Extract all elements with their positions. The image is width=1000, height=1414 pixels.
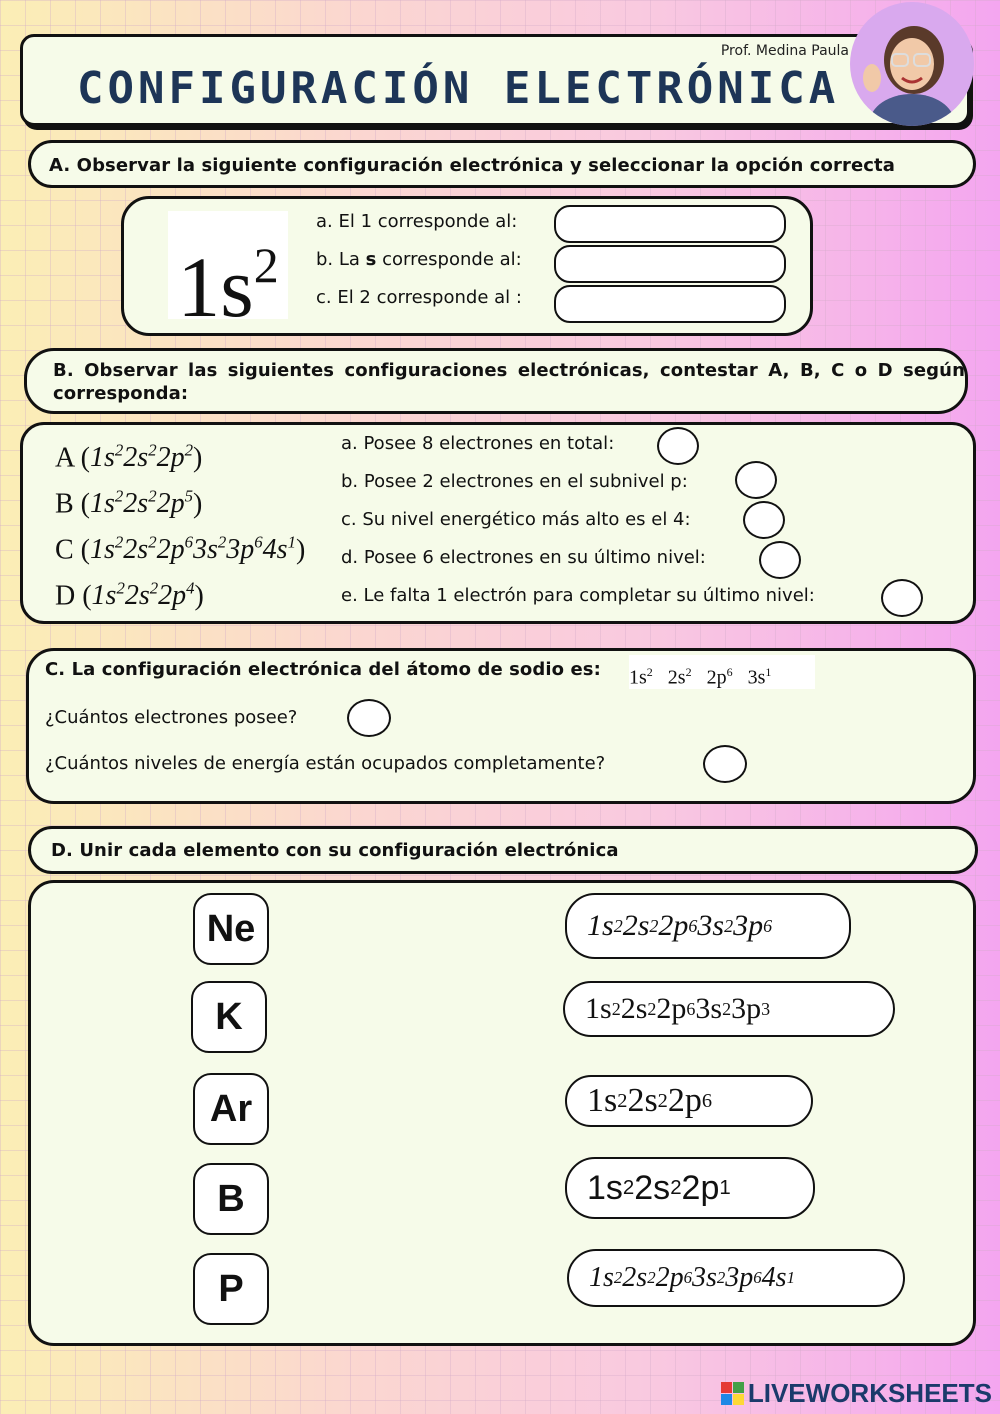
answer-b-d[interactable] xyxy=(759,541,801,579)
config-exponent: 6 xyxy=(701,1089,713,1112)
config-term: 3s xyxy=(695,992,723,1025)
config-term: 1s xyxy=(589,1262,614,1293)
element-b[interactable]: B xyxy=(193,1163,269,1235)
config-exponent: 2 xyxy=(647,998,657,1019)
config-exponent: 6 xyxy=(254,533,263,552)
element-k[interactable]: K xyxy=(191,981,267,1053)
config-term: 1s xyxy=(587,1168,623,1207)
answer-b-a[interactable] xyxy=(657,427,699,465)
config-term: 4s xyxy=(262,534,288,566)
question-b-d: d. Posee 6 electrones en su último nivel: xyxy=(341,547,706,568)
config-term: 2s xyxy=(124,580,150,612)
answer-b-c[interactable] xyxy=(743,501,785,539)
config-term: 1s xyxy=(629,666,647,689)
option-config xyxy=(90,488,193,519)
option-paren: ) xyxy=(192,488,203,520)
config-term: 2s xyxy=(123,488,149,520)
answer-b-b[interactable] xyxy=(735,461,777,499)
config-exponent: 2 xyxy=(611,998,621,1019)
option-config xyxy=(90,442,193,473)
option-letter: D ( xyxy=(55,580,92,612)
question-b-a: a. Posee 8 electrones en total: xyxy=(341,433,615,454)
question-c-1: ¿Cuántos electrones posee? xyxy=(45,707,298,728)
config-exponent: 1 xyxy=(719,1176,731,1199)
config-term: 1s xyxy=(585,992,612,1025)
config-term: 1s xyxy=(90,488,115,520)
option-letter: B ( xyxy=(55,488,90,520)
section-b-title: B. Observar las siguientes configuraciones electrónicas, contestar A, B, C o D según corresponda: xyxy=(24,348,968,414)
config-exponent: 2 xyxy=(184,441,193,460)
question-b-b: b. Posee 2 electrones en el subnivel p: xyxy=(341,471,688,492)
config-term: 2p xyxy=(681,1168,720,1207)
option-config xyxy=(92,580,195,611)
config-exponent: 6 xyxy=(184,533,193,552)
option-c xyxy=(55,533,305,566)
config-exponent: 2 xyxy=(148,441,157,460)
config-term: 2p xyxy=(158,580,187,612)
config-term: 3s xyxy=(697,909,725,942)
question-a-b: b. La s corresponde al: xyxy=(316,249,522,270)
config-term: 2p xyxy=(658,909,689,942)
config-exponent: 2 xyxy=(114,441,124,460)
config-term: 3p xyxy=(733,909,764,942)
section-b-body xyxy=(20,422,976,624)
config-term: 3p xyxy=(725,1262,754,1293)
config-exponent: 2 xyxy=(613,915,623,936)
config-exponent: 2 xyxy=(685,665,692,679)
config-term: 3p xyxy=(226,534,255,566)
config-exponent: 3 xyxy=(761,998,771,1019)
option-paren: ) xyxy=(295,534,306,566)
config-exponent: 2 xyxy=(716,1268,726,1287)
config-3[interactable] xyxy=(565,1075,813,1127)
config-term: 2s xyxy=(627,1082,658,1119)
avatar xyxy=(850,2,974,126)
liveworksheets-logo-icon xyxy=(721,1382,744,1405)
config-exponent: 2 xyxy=(148,533,157,552)
element-p[interactable]: P xyxy=(193,1253,269,1325)
footer-brand: LIVEWORKSHEETS xyxy=(721,1378,992,1409)
config-exponent: 2 xyxy=(149,579,159,598)
config-term: 3s xyxy=(732,666,766,689)
config-exponent: 1 xyxy=(765,665,772,679)
config-exponent: 2 xyxy=(622,1176,635,1199)
section-c-body xyxy=(26,648,976,804)
config-exponent: 2 xyxy=(724,915,734,936)
config-exponent: 6 xyxy=(753,1268,762,1287)
config-exponent: 2 xyxy=(148,487,157,506)
config-term: 1s xyxy=(90,534,115,566)
config-exponent: 2 xyxy=(617,1089,628,1112)
config-4[interactable] xyxy=(565,1157,815,1219)
config-exponent: 2 xyxy=(217,533,227,552)
config-term: 1s xyxy=(587,1082,618,1119)
config-term: 1s xyxy=(587,909,614,942)
config-term: 2s xyxy=(622,909,650,942)
config-term: 2s xyxy=(652,666,686,689)
config-1[interactable] xyxy=(565,893,851,959)
config-exponent: 5 xyxy=(184,487,193,506)
option-b xyxy=(55,487,202,520)
option-letter: A ( xyxy=(55,442,90,474)
config-2[interactable] xyxy=(563,981,895,1037)
config-term: 2p xyxy=(156,534,185,566)
config-term: 2s xyxy=(620,992,648,1025)
question-b-c: c. Su nivel energético más alto es el 4: xyxy=(341,509,691,530)
config-term: 4s xyxy=(761,1262,787,1293)
option-config xyxy=(90,534,296,565)
answer-b-e[interactable] xyxy=(881,579,923,617)
config-exponent: 1 xyxy=(786,1268,795,1287)
config-term: 3s xyxy=(192,534,218,566)
config-term: 3s xyxy=(691,1262,717,1293)
config-term: 2p xyxy=(156,442,185,474)
answer-a-a[interactable] xyxy=(554,205,786,243)
section-d-body xyxy=(28,880,976,1346)
section-a-title: A. Observar la siguiente configuración electrónica y seleccionar la opción correcta xyxy=(28,140,976,188)
config-term: 2p xyxy=(667,1082,702,1119)
option-paren: ) xyxy=(194,580,204,612)
config-exponent: 2 xyxy=(647,1268,656,1287)
config-term: 2s xyxy=(634,1168,671,1207)
config-exponent: 2 xyxy=(649,915,659,936)
config-exponent: 2 xyxy=(670,1176,682,1199)
config-term: 2s xyxy=(123,534,149,566)
config-term: 1s xyxy=(91,580,117,612)
config-exponent: 6 xyxy=(688,915,698,936)
element-ar[interactable]: Ar xyxy=(193,1073,269,1145)
sodium-config xyxy=(629,655,815,689)
config-exponent: 6 xyxy=(683,1268,692,1287)
config-exponent: 2 xyxy=(114,487,124,506)
config-term: 2s xyxy=(123,442,149,474)
question-a-c: c. El 2 corresponde al : xyxy=(316,287,522,308)
option-d xyxy=(55,579,204,612)
config-term: 2p xyxy=(656,992,687,1025)
option-letter: C ( xyxy=(55,534,90,566)
question-c-2: ¿Cuántos niveles de energía están ocupados completamente? xyxy=(45,753,606,774)
config-term: 3p xyxy=(731,992,762,1025)
config-exponent: 2 xyxy=(722,998,732,1019)
config-5[interactable] xyxy=(567,1249,905,1307)
config-exponent: 6 xyxy=(726,665,733,679)
page-title: CONFIGURACIÓN ELECTRÓNICA xyxy=(77,63,840,114)
answer-a-c[interactable] xyxy=(554,285,786,323)
author-label: Prof. Medina Paula xyxy=(720,43,849,59)
section-d-title: D. Unir cada elemento con su configuración electrónica xyxy=(28,826,978,874)
config-exponent: 2 xyxy=(657,1089,668,1112)
config-exponent: 4 xyxy=(186,579,195,598)
header-card xyxy=(20,34,970,126)
config-exponent: 6 xyxy=(686,998,696,1019)
config-exponent: 2 xyxy=(646,665,653,679)
config-exponent: 6 xyxy=(763,915,773,936)
section-c-title: C. La configuración electrónica del átomo de sodio es: xyxy=(45,659,601,680)
answer-a-b[interactable] xyxy=(554,245,786,283)
config-exponent: 2 xyxy=(114,533,124,552)
config-exponent: 1 xyxy=(287,533,296,552)
answer-c-1[interactable] xyxy=(347,699,391,737)
config-exponent: 2 xyxy=(613,1268,623,1287)
config-term: 2s xyxy=(622,1262,648,1293)
config-term: 2p xyxy=(691,666,727,689)
config-term: 1s xyxy=(90,442,115,474)
option-a xyxy=(55,441,202,474)
answer-c-2[interactable] xyxy=(703,745,747,783)
element-ne[interactable]: Ne xyxy=(193,893,269,965)
section-a-body xyxy=(121,196,813,336)
config-exponent: 2 xyxy=(116,579,125,598)
question-a-a: a. El 1 corresponde al: xyxy=(316,211,518,232)
notation-1s2: $1s^2$ xyxy=(168,211,288,319)
option-paren: ) xyxy=(192,442,203,474)
config-term: 2p xyxy=(156,488,185,520)
question-b-e: e. Le falta 1 electrón para completar su último nivel: xyxy=(341,585,815,606)
config-term: 2p xyxy=(655,1262,684,1293)
